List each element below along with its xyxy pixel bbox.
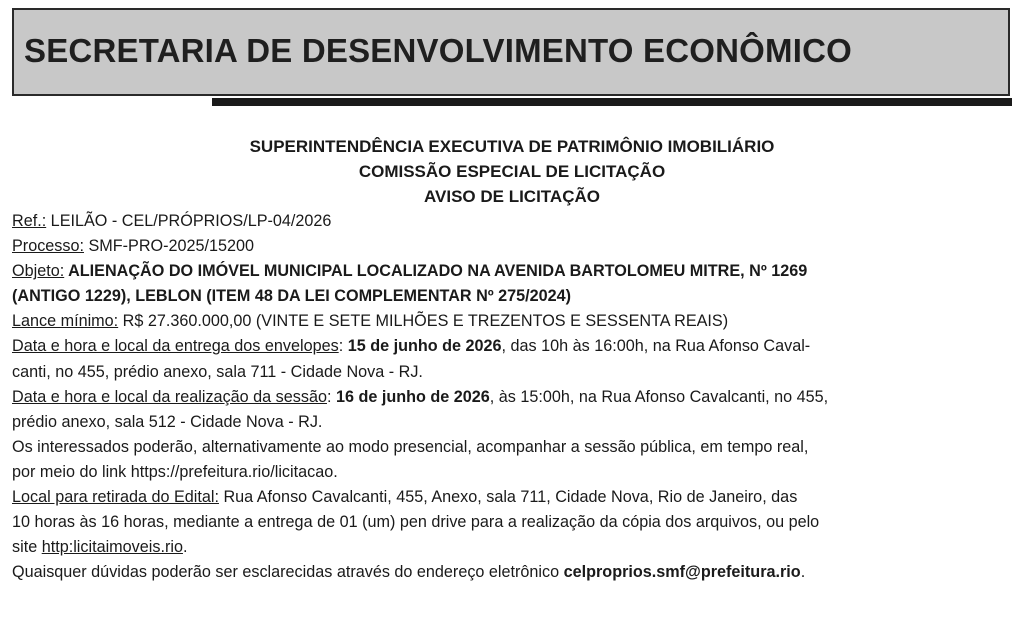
duvidas-text: Quaisquer dúvidas poderão ser esclarecidas através do endereço eletrônico (12, 563, 564, 582)
ref-line (12, 209, 1010, 234)
objeto-text-1: ALIENAÇÃO DO IMÓVEL MUNICIPAL LOCALIZADO NA AVENIDA BARTOLOMEU MITRE, Nº 1269 (64, 262, 808, 281)
sessao-label: Data e hora e local da realização da sessão (12, 387, 327, 406)
ref-label: Ref.: (12, 212, 47, 230)
edital-line-2: 10 horas às 16 horas, mediante a entrega de 01 (um) pen drive para a realização da cópia dos arquivos, ou pelo (12, 513, 820, 532)
duvidas-end: . (800, 563, 806, 582)
sessao-line-2: prédio anexo, sala 512 - Cidade Nova - RJ. (12, 412, 323, 431)
edital-site-suffix: . (182, 538, 188, 557)
duvidas-line (12, 560, 1010, 585)
objeto-line-2: (ANTIGO 1229), LEBLON (ITEM 48 DA LEI COMPLEMENTAR Nº 275/2024) (12, 287, 572, 306)
entrega-line-2: canti, no 455, prédio anexo, sala 711 - Cidade Nova - RJ. (12, 362, 423, 381)
edital-line-3 (12, 535, 1010, 560)
header-title: SECRETARIA DE DESENVOLVIMENTO ECONÔMICO (24, 32, 852, 69)
notice-body (12, 209, 1010, 585)
processo-line (12, 234, 1010, 259)
entrega-date: 15 de junho de 2026 (347, 337, 502, 356)
notice-titles (0, 134, 1024, 209)
header-banner (12, 8, 1010, 96)
entrega-colon: : (338, 337, 348, 356)
entrega-label: Data e hora e local da entrega dos envelopes (12, 337, 339, 356)
edital-rest: Rua Afonso Cavalcanti, 455, Anexo, sala 711, Cidade Nova, Rio de Janeiro, das (218, 488, 798, 507)
processo-label: Processo: (12, 237, 84, 256)
lance-label: Lance mínimo: (12, 312, 119, 331)
sessao-line-1 (12, 385, 1010, 410)
entrega-line-1 (12, 334, 1010, 359)
interessados-line-1: Os interessados poderão, alternativamente ao modo presencial, acompanhar a sessão pública, em tempo real, (12, 437, 809, 456)
aviso-title: AVISO DE LICITAÇÃO (424, 187, 600, 206)
lance-line (12, 309, 1010, 334)
header-shadow-bar (212, 98, 1012, 106)
sessao-date: 16 de junho de 2026 (335, 387, 490, 406)
comissao-title: COMISSÃO ESPECIAL DE LICITAÇÃO (358, 162, 666, 181)
edital-site-prefix: site (12, 538, 42, 557)
entrega-rest: , das 10h às 16:00h, na Rua Afonso Caval- (501, 337, 811, 356)
contact-email[interactable]: celproprios.smf@prefeitura.rio (563, 563, 801, 582)
processo-value: SMF-PRO-2025/15200 (83, 237, 255, 256)
ref-value: LEILÃO - CEL/PRÓPRIOS/LP-04/2026 (46, 212, 332, 230)
lance-value: R$ 27.360.000,00 (VINTE E SETE MILHÕES E TREZENTOS E SESSENTA REAIS) (118, 312, 729, 331)
sessao-colon: : (326, 387, 336, 406)
sessao-rest: , às 15:00h, na Rua Afonso Cavalcanti, no 455, (489, 387, 829, 406)
objeto-line-1 (12, 259, 1010, 284)
objeto-label: Objeto: (12, 262, 65, 281)
superintendencia-title: SUPERINTENDÊNCIA EXECUTIVA DE PATRIMÔNIO IMOBILIÁRIO (249, 137, 775, 156)
edital-line-1 (12, 485, 1010, 510)
edital-label: Local para retirada do Edital: (12, 488, 219, 507)
edital-site-link[interactable]: http:licitaimoveis.rio (41, 538, 183, 557)
interessados-line-2: por meio do link https://prefeitura.rio/licitacao. (12, 462, 338, 481)
